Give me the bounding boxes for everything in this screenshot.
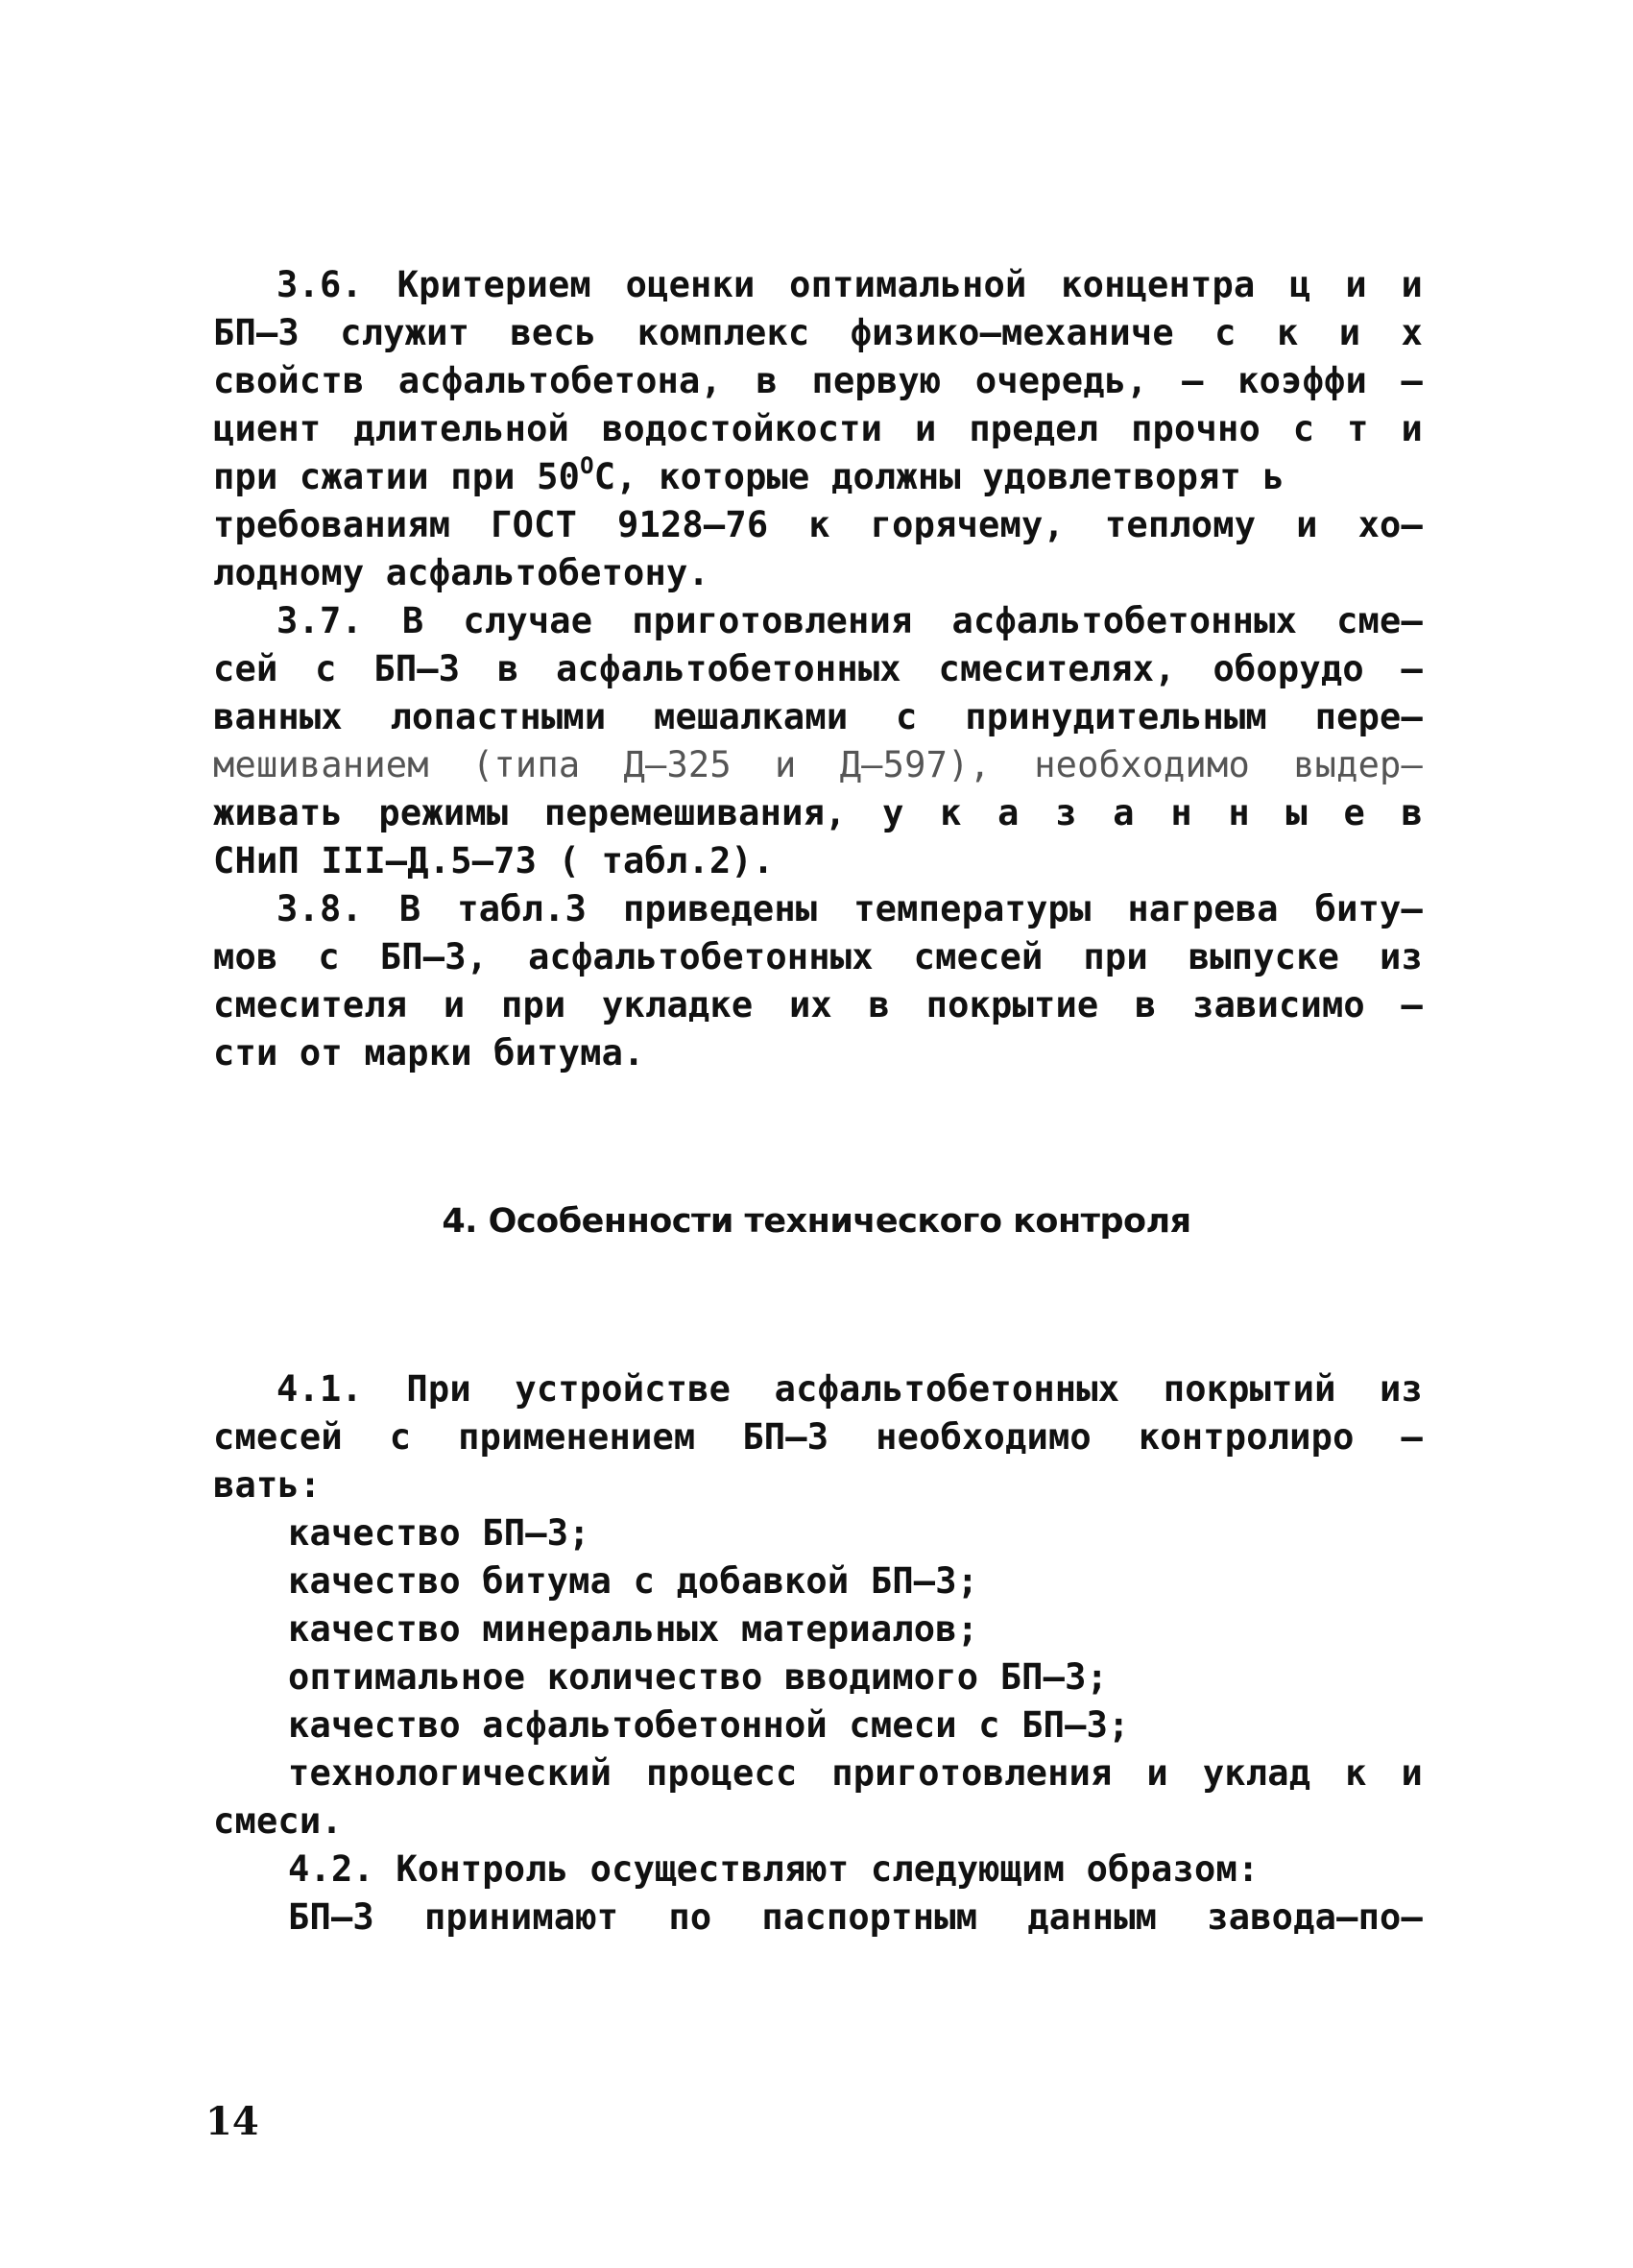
list-item: качество минеральных материалов; [288,1608,979,1650]
text-line: сей с БП–3 в асфальтобетонных смесителях, оборудо – [213,648,1423,689]
text-line: БП–3 принимают по паспортным данным завода–по– [288,1896,1423,1938]
text-line: 3.8. В табл.3 приведены температуры нагрева биту– [276,888,1423,929]
text-fragment: С, которые должны удовлетворят ь [593,456,1285,497]
degree-superscript: O [580,452,594,479]
text-line: смеси. [213,1800,343,1842]
text-line: циент длительной водостойкости и предел прочно с т и [213,408,1423,449]
text-fragment: при сжатии при 50 [213,456,581,497]
text-line: 3.7. В случае приготовления асфальтобетонных сме– [276,600,1423,641]
text-line: вать: [213,1464,322,1506]
list-item: оптимальное количество вводимого БП–3; [288,1656,1109,1698]
text-line: смесей с применением БП–3 необходимо контролиро – [213,1416,1423,1458]
text-line: свойств асфальтобетона, в первую очередь, – коэффи – [213,360,1423,401]
list-item: качество битума с добавкой БП–3; [288,1560,979,1602]
text-line: живать режимы перемешивания, у к а з а н н ы е в [213,792,1423,833]
text-line: мов с БП–3, асфальтобетонных смесей при выпуске из [213,936,1423,977]
text-line: сти от марки битума. [213,1032,645,1074]
text-line [213,453,1423,501]
list-item: качество БП–3; [288,1512,590,1554]
text-line: лодному асфальтобетону. [213,552,709,593]
text-line: БП–3 служит весь комплекс физико–механиче с к и х [213,312,1423,353]
list-item: технологический процесс приготовления и уклад к и [288,1752,1423,1794]
text-line: ванных лопастными мешалками с принудительным пере– [213,696,1423,737]
text-line: 4.2. Контроль осуществляют следующим образом: [288,1848,1260,1890]
list-item: качество асфальтобетонной смеси с БП–3; [288,1704,1130,1746]
section-heading: 4. Особенности технического контроля [442,1202,1191,1241]
text-line: мешиванием (типа Д–325 и Д–597), необходимо выдер– [213,744,1423,785]
text-line: смесителя и при укладке их в покрытие в зависимо – [213,984,1423,1025]
text-line: 4.1. При устройстве асфальтобетонных покрытий из [276,1368,1423,1410]
text-line: СНиП III–Д.5–73 ( табл.2). [213,840,775,881]
text-line: требованиям ГОСТ 9128–76 к горячему, теплому и хо– [213,504,1423,545]
text-line: 3.6. Критерием оценки оптимальной концентра ц и и [276,264,1423,305]
page-number: 14 [205,2099,259,2144]
